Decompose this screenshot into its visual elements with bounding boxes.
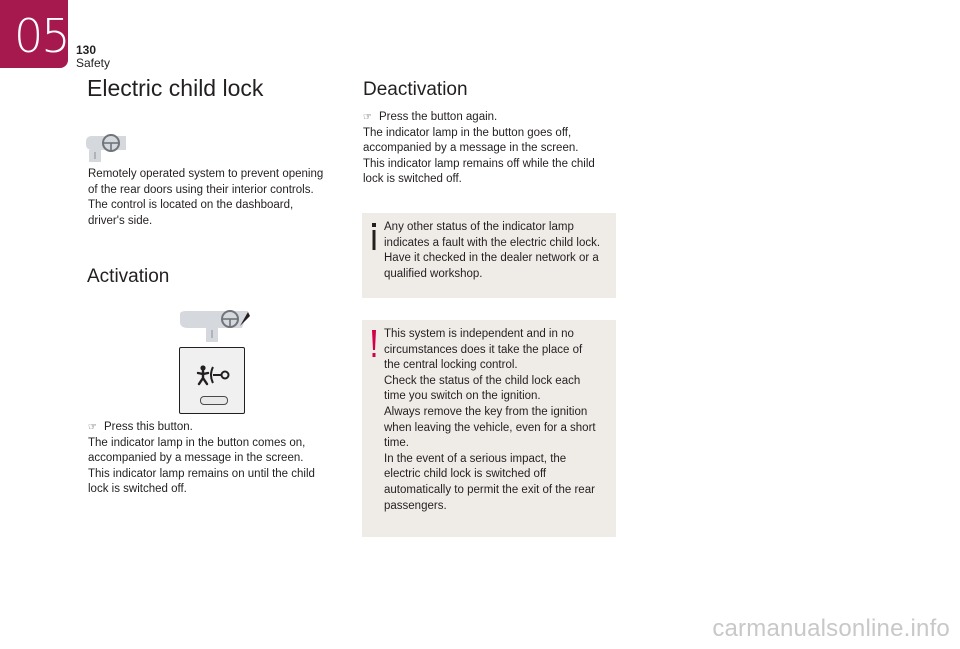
info-icon [370,223,378,251]
activation-heading: Activation [87,266,170,287]
warning-note-text: This system is independent and in no circumstances does it take the place of the central locking control. Check the status of the child lock each time you switch on the ignition. Always remove the key from the ignition when leaving the vehicle, even for a short time. In the event of a serious impact, the electric child lock is switched off automatically to permit the exit of the rear passengers. [384,328,596,512]
info-note [362,213,616,298]
steering-wheel-icon [86,132,128,162]
watermark: carmanualsonline.info [712,615,950,642]
child-lock-button [179,347,245,414]
indicator-lamp [200,396,228,405]
child-lock-icon [195,364,231,386]
section-name: Safety [76,56,111,70]
chapter-tab [0,0,68,68]
warning-icon [370,330,378,358]
info-note-text: Any other status of the indicator lamp indicates a fault with the electric child lock. Have it checked in the dealer network or a qualified workshop. [384,221,601,280]
arrow-right-icon: ☞ [88,422,97,433]
steering-wheel-icon [178,308,250,342]
deactivation-heading: Deactivation [363,79,468,100]
warning-note [362,320,616,537]
intro-text: Remotely operated system to prevent opening of the rear doors using their interior controls. The control is located on the dashboard, driver's side. [88,168,324,227]
arrow-right-icon: ☞ [363,112,372,123]
activation-text: ☞ Press this button. The indicator lamp in the button comes on, accompanied by a message in the screen. This indicator lamp remains on until the child lock is switched off. [88,421,315,496]
page-title: Electric child lock [87,75,264,101]
page-number: 130 [76,43,97,57]
deactivation-text: ☞ Press the button again. The indicator lamp in the button goes off, accompanied by a message in the screen. This indicator lamp remains off while the child lock is switched off. [363,111,595,186]
chapter-number: 05 [14,9,69,63]
